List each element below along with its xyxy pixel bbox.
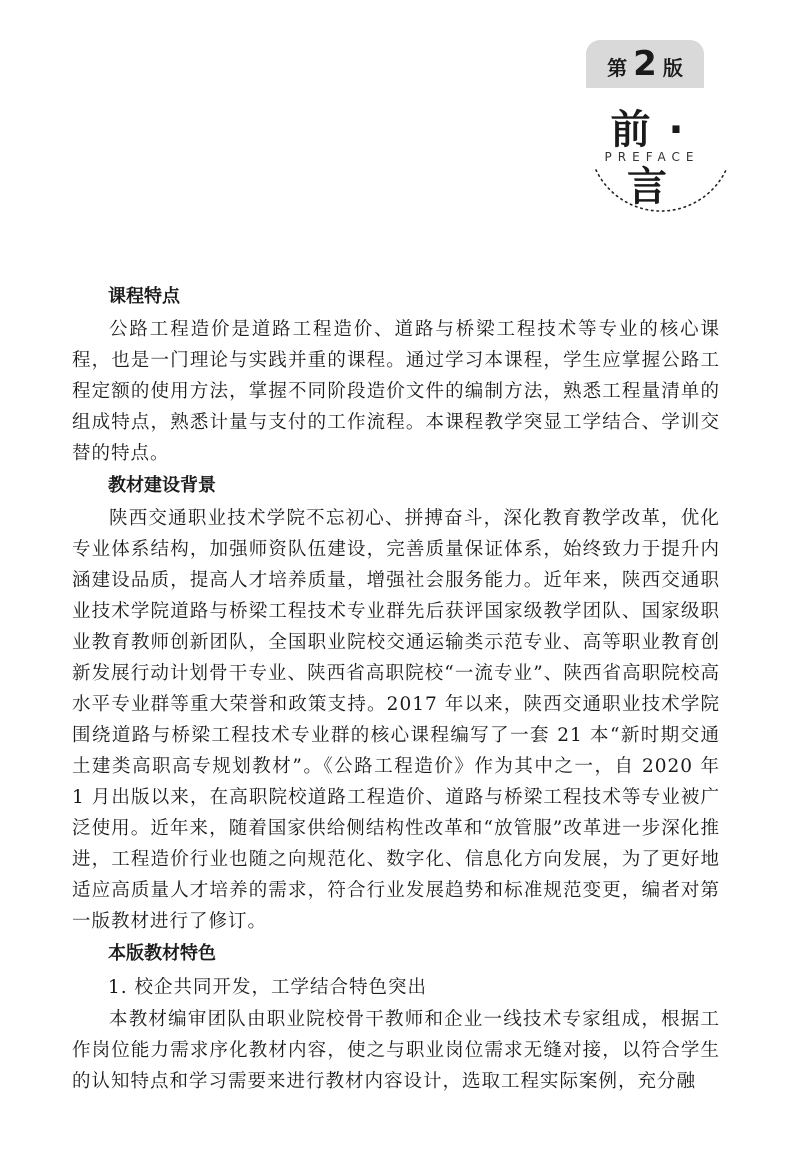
paragraph-edition-features: 本教材编审团队由职业院校骨干教师和企业一线技术专家组成，根据工作岗位能力需求序化教材内容，使之与职业岗位需求无缝对接，以符合学生的认知特点和学习需要来进行教材内容设计，选取工程实际案例，充分融 xyxy=(72,1009,720,1092)
section-heading-textbook-background: 教材建设背景 xyxy=(108,475,216,496)
section-heading-edition-features: 本版教材特色 xyxy=(108,943,216,964)
paragraph-course-features: 公路工程造价是道路工程造价、道路与桥梁工程技术等专业的核心课程，也是一门理论与实践并重的课程。通过学习本课程，学生应掌握公路工程定额的使用方法，掌握不同阶段造价文件的编制方法，熟悉工程量清单的组成特点，熟悉计量与支付的工作流程。本课程教学突显工学结合、学训交替的特点。 xyxy=(72,319,720,464)
numbered-item-1: 1. 校企共同开发，工学结合特色突出 xyxy=(108,977,428,998)
dotted-arc-decoration xyxy=(580,140,730,220)
edition-badge xyxy=(586,40,704,88)
paragraph-textbook-background: 陕西交通职业技术学院不忘初心、拼搏奋斗，深化教育教学改革，优化专业体系结构，加强师资队伍建设，完善质量保证体系，始终致力于提升内涵建设品质，提高人才培养质量，增强社会服务能力。近年来，陕西交通职业技术学院道路与桥梁工程技术专业群先后获评国家级教学团队、国家级职业教育教师创新团队，全国职业院校交通运输类示范专业、高等职业教育创新发展行动计划骨干专业、陕西省高职院校“一流专业”、陕西省高职院校高水平专业群等重大荣誉和政策支持。2017 年以来，陕西交通职业技术学院围绕道路与桥梁工程技术专业群的核心课程编写了一套 21 本“新时期交通土建类高职高专规划教材”。《公路工程造价》作为其中之一，自 2020 年 1 月出版以来，在高职院校道路工程造价、道路与桥梁工程技术等专业被广泛使用。近年来，随着国家供给侧结构性改革和“放管服”改革进一步深化推进，工程造价行业也随之向规范化、数字化、信息化方向发展，为了更好地适应高质量人才培养的需求，符合行业发展趋势和标准规范变更，编者对第一版教材进行了修订。 xyxy=(72,508,720,932)
edition-number: 2 xyxy=(633,44,657,84)
edition-prefix: 第 xyxy=(607,56,628,80)
preface-body xyxy=(72,280,720,1097)
page-subtitle: PREFACE xyxy=(604,150,700,164)
section-heading-course-features: 课程特点 xyxy=(108,286,180,307)
edition-suffix: 版 xyxy=(662,56,683,80)
page-title: 前 · 言 xyxy=(610,107,686,210)
preface-header xyxy=(560,30,730,230)
